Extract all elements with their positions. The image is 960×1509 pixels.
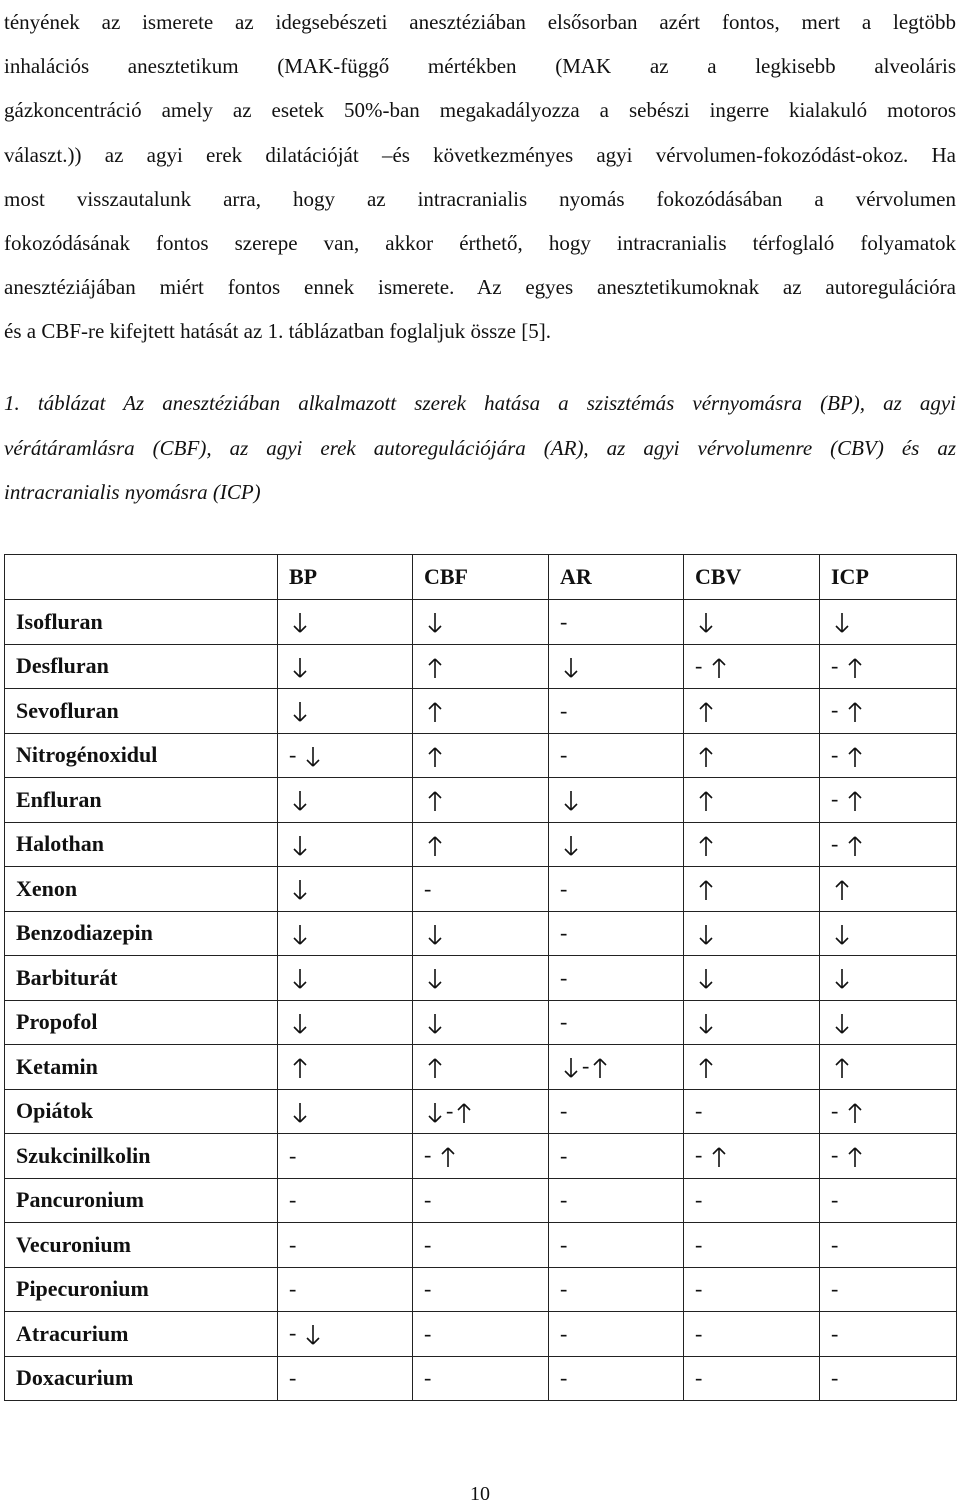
arrow-up-icon [708,656,730,680]
no-change-dash: - [831,1320,839,1346]
table-row [5,1134,957,1179]
arrow-up-icon [695,745,717,769]
arrow-down-icon [695,611,717,635]
table-row [5,1045,957,1090]
paragraph-line: anesztéziájában miért fontos ennek ismerete. Az egyes anesztetikumoknak az autoregulációra [4,275,956,300]
arrow-up-icon [695,834,717,858]
no-change-dash: - [560,1231,568,1257]
effect-cell [413,911,549,956]
effect-cell [278,600,413,645]
no-change-dash: - [560,1098,568,1124]
effect-cell: - [413,1089,549,1134]
arrow-down-icon [289,789,311,813]
page-number: 10 [470,1483,490,1505]
no-change-dash: - [560,1320,568,1346]
effect-cell [820,1045,957,1090]
table-row [5,733,957,778]
table-row [5,1356,957,1401]
effect-cell: - [278,1312,413,1357]
no-change-dash: - [424,1276,432,1302]
no-change-dash: - [560,920,568,946]
arrow-down-icon [424,967,446,991]
no-change-dash: - [424,1231,432,1257]
anesthetic-effects-table [4,554,957,1401]
effect-cell: - [549,1045,684,1090]
caption-line: vérátáramlásra (CBF), az agyi erek autoregulációjára (AR), az agyi vérvolumenre (CBV) és az [4,435,956,460]
paragraph-line: és a CBF-re kifejtett hatását az 1. táblázatban foglaljuk össze [5]. [4,319,551,344]
effect-cell [549,689,684,734]
caption-line: intracranialis nyomásra (ICP) [4,480,261,504]
arrow-down-icon [560,656,582,680]
effect-cell [278,689,413,734]
effect-cell [684,1000,820,1045]
arrow-down-icon [289,700,311,724]
paragraph-line: fokozódásának fontos szerepe van, akkor érthető, hogy intracranialis térfoglaló folyamatok [4,230,956,255]
arrow-up-icon [831,878,853,902]
effect-cell [549,1267,684,1312]
effect-cell [413,644,549,689]
arrow-down-icon [560,1056,582,1080]
drug-name: Enfluran [5,778,278,823]
arrow-up-icon [844,1101,866,1125]
effect-cell: - [820,689,957,734]
effect-cell [549,1223,684,1268]
effect-cell [549,822,684,867]
no-change-dash: - [289,1231,297,1257]
no-change-dash: - [831,1276,839,1302]
paragraph-line: inhalációs anesztetikum (MAK-függő mértékben (MAK az a legkisebb alveoláris [4,54,956,79]
effect-cell [684,1178,820,1223]
arrow-down-icon [289,878,311,902]
effect-cell [413,1045,549,1090]
effect-cell [278,1223,413,1268]
drug-name: Barbiturát [5,956,278,1001]
arrow-up-icon [695,700,717,724]
drug-name: Desfluran [5,644,278,689]
arrow-up-icon [831,1056,853,1080]
effect-cell [413,1267,549,1312]
effect-cell: - [684,1134,820,1179]
no-change-dash: - [831,1187,839,1213]
effect-cell [820,911,957,956]
no-change-dash: - [695,1098,703,1124]
effect-cell [549,733,684,778]
effect-cell [413,1223,549,1268]
no-change-dash: - [560,742,568,768]
arrow-up-icon [437,1145,459,1169]
effect-cell [820,1312,957,1357]
arrow-up-icon [289,1056,311,1080]
effect-cell [684,822,820,867]
effect-cell [549,1089,684,1134]
table-row [5,689,957,734]
arrow-up-icon [844,700,866,724]
header-cell-ar: AR [549,555,684,600]
arrow-down-icon [302,1323,324,1347]
no-change-dash: - [560,964,568,990]
drug-name: Benzodiazepin [5,911,278,956]
arrow-down-icon [289,1012,311,1036]
arrow-up-icon [424,834,446,858]
arrow-up-icon [424,745,446,769]
header-cell-icp: ICP [820,555,957,600]
effect-cell: - [820,778,957,823]
arrow-down-icon [424,1012,446,1036]
header-cell-cbf: CBF [413,555,549,600]
no-change-dash: - [289,1365,297,1391]
no-change-dash: - [695,1187,703,1213]
paragraph-line: tényének az ismerete az idegsebészeti anesztéziában elsősorban azért fontos, mert a legtöbb [4,10,956,34]
drug-name: Vecuronium [5,1223,278,1268]
header-cell-empty [5,555,278,600]
no-change-dash: - [289,1142,297,1168]
effect-cell [549,956,684,1001]
effect-cell [684,956,820,1001]
drug-name: Szukcinilkolin [5,1134,278,1179]
arrow-up-icon [695,1056,717,1080]
arrow-down-icon [289,1101,311,1125]
table-row [5,1267,957,1312]
effect-cell: - [820,644,957,689]
effect-cell [684,1356,820,1401]
arrow-up-icon [844,1145,866,1169]
arrow-up-icon [424,1056,446,1080]
drug-name: Xenon [5,867,278,912]
effect-cell: - [820,822,957,867]
drug-name: Isofluran [5,600,278,645]
effect-cell: - [820,1134,957,1179]
no-change-dash: - [424,1187,432,1213]
arrow-down-icon [289,656,311,680]
arrow-down-icon [424,923,446,947]
arrow-up-icon [844,656,866,680]
effect-cell [413,689,549,734]
effect-cell [684,689,820,734]
paragraph-line: gázkoncentráció amely az esetek 50%-ban megakadályozza a sebészi ingerre kialakuló motoros [4,98,956,123]
effect-cell [413,867,549,912]
effect-cell [278,1000,413,1045]
header-cell-cbv: CBV [684,555,820,600]
no-change-dash: - [560,1276,568,1302]
arrow-down-icon [831,967,853,991]
effect-cell [549,778,684,823]
table-header-row [5,555,957,600]
effect-cell [278,911,413,956]
table-row [5,911,957,956]
arrow-up-icon [695,878,717,902]
effect-cell [413,1178,549,1223]
effect-cell [684,600,820,645]
arrow-down-icon [831,923,853,947]
arrow-up-icon [844,834,866,858]
arrow-down-icon [831,611,853,635]
effect-cell [413,822,549,867]
arrow-up-icon [844,789,866,813]
arrow-down-icon [695,1012,717,1036]
no-change-dash: - [560,697,568,723]
effect-cell [549,1000,684,1045]
effect-cell [278,1134,413,1179]
table-row [5,867,957,912]
drug-name: Nitrogénoxidul [5,733,278,778]
effect-cell: - [278,733,413,778]
table-row [5,1223,957,1268]
drug-name: Halothan [5,822,278,867]
arrow-up-icon [844,745,866,769]
arrow-up-icon [424,656,446,680]
drug-name: Pancuronium [5,1178,278,1223]
no-change-dash: - [831,1231,839,1257]
arrow-down-icon [302,745,324,769]
no-change-dash: - [560,608,568,634]
drug-name: Doxacurium [5,1356,278,1401]
effect-cell [684,778,820,823]
arrow-up-icon [708,1145,730,1169]
arrow-up-icon [695,789,717,813]
table-row [5,644,957,689]
effect-cell [549,1356,684,1401]
effect-cell [413,1312,549,1357]
drug-name: Ketamin [5,1045,278,1090]
effect-cell [413,1000,549,1045]
effect-cell [684,1223,820,1268]
drug-name: Pipecuronium [5,1267,278,1312]
arrow-down-icon [695,967,717,991]
arrow-down-icon [831,1012,853,1036]
drug-name: Atracurium [5,1312,278,1357]
effect-cell [278,1045,413,1090]
arrow-down-icon [560,789,582,813]
effect-cell [413,600,549,645]
effect-cell [820,1000,957,1045]
effect-cell [413,778,549,823]
table-caption [4,381,956,515]
no-change-dash: - [560,875,568,901]
no-change-dash: - [560,1009,568,1035]
effect-cell [684,867,820,912]
effect-cell [278,1356,413,1401]
table-row [5,1000,957,1045]
effect-cell [684,1045,820,1090]
effect-cell [278,1178,413,1223]
drug-name: Opiátok [5,1089,278,1134]
no-change-dash: - [695,1231,703,1257]
arrow-down-icon [289,923,311,947]
effect-cell [278,1089,413,1134]
no-change-dash: - [424,1320,432,1346]
arrow-down-icon [560,834,582,858]
caption-line: 1. táblázat Az anesztéziában alkalmazott szerek hatása a szisztémás vérnyomásra (BP), az agyi [4,391,956,415]
table-row [5,1178,957,1223]
drug-name: Propofol [5,1000,278,1045]
table-row [5,822,957,867]
arrow-up-icon [589,1056,611,1080]
effect-cell [820,956,957,1001]
effect-cell [549,1178,684,1223]
effect-cell [820,1356,957,1401]
effect-cell [413,733,549,778]
no-change-dash: - [289,1187,297,1213]
table-row [5,600,957,645]
effect-cell [684,911,820,956]
effect-cell [413,1356,549,1401]
no-change-dash: - [560,1187,568,1213]
drug-name: Sevofluran [5,689,278,734]
effect-cell: - [820,733,957,778]
table-row [5,1089,957,1134]
effect-cell [820,1223,957,1268]
body-paragraph [4,0,956,354]
no-change-dash: - [560,1365,568,1391]
effect-cell [820,1178,957,1223]
arrow-down-icon [424,611,446,635]
no-change-dash: - [289,1276,297,1302]
arrow-down-icon [289,611,311,635]
effect-cell [820,1267,957,1312]
arrow-down-icon [695,923,717,947]
table-row [5,778,957,823]
effect-cell [549,644,684,689]
arrow-down-icon [289,834,311,858]
no-change-dash: - [560,1142,568,1168]
no-change-dash: - [424,1365,432,1391]
effect-cell [278,644,413,689]
paragraph-line: választ.)) az agyi erek dilatációját –és következményes agyi vérvolumen-fokozódást-okoz. Ha [4,142,956,167]
effect-cell [278,956,413,1001]
no-change-dash: - [695,1320,703,1346]
effect-cell [278,778,413,823]
no-change-dash: - [424,875,432,901]
arrow-up-icon [424,789,446,813]
effect-cell [413,956,549,1001]
effect-cell [549,600,684,645]
arrow-down-icon [424,1101,446,1125]
effect-cell: - [413,1134,549,1179]
effect-cell [278,867,413,912]
effect-cell [684,1089,820,1134]
arrow-up-icon [424,700,446,724]
no-change-dash: - [695,1276,703,1302]
effect-cell [820,600,957,645]
effect-cell [549,867,684,912]
effect-cell [820,867,957,912]
effect-cell [549,1312,684,1357]
header-cell-bp: BP [278,555,413,600]
effect-cell [684,1312,820,1357]
effect-cell: - [820,1089,957,1134]
effect-cell [278,822,413,867]
effect-cell [278,1267,413,1312]
arrow-up-icon [453,1101,475,1125]
effect-cell [684,1267,820,1312]
no-change-dash: - [695,1365,703,1391]
table-row [5,1312,957,1357]
effect-cell [549,911,684,956]
effect-cell [684,733,820,778]
effect-cell [549,1134,684,1179]
no-change-dash: - [831,1365,839,1391]
table-row [5,956,957,1001]
paragraph-line: most visszautalunk arra, hogy az intracranialis nyomás fokozódásában a vérvolumen [4,186,956,211]
effect-cell: - [684,644,820,689]
arrow-down-icon [289,967,311,991]
